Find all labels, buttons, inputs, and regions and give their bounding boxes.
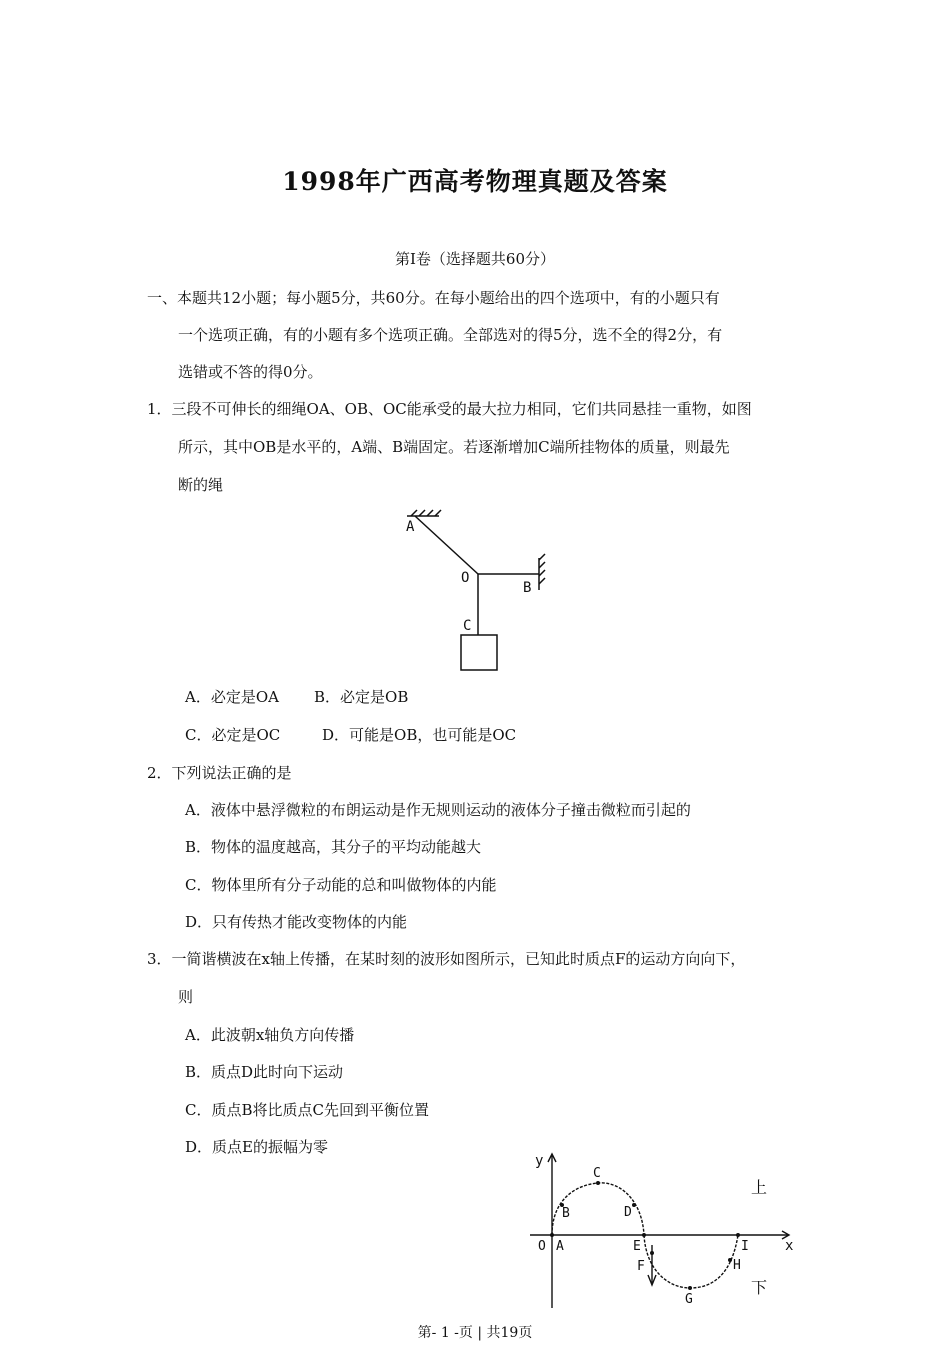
q2-option-b: B．物体的温度越高，其分子的平均动能越大 bbox=[185, 838, 482, 856]
point-e-label: E bbox=[633, 1239, 641, 1254]
q3-option-d: D．质点E的振幅为零 bbox=[185, 1138, 328, 1156]
point-a-label: A bbox=[556, 1239, 564, 1254]
label-o: O bbox=[461, 570, 470, 586]
label-c: C bbox=[463, 618, 472, 634]
q1-option-b: B．必定是OB bbox=[314, 688, 409, 706]
q1-stem-line-1: 1．三段不可伸长的细绳OA、OB、OC能承受的最大拉力相同，它们共同悬挂一重物，如图 bbox=[147, 400, 752, 418]
q2-stem: 2．下列说法正确的是 bbox=[147, 764, 292, 782]
origin-label: O bbox=[538, 1239, 546, 1254]
direction-down-label: 下 bbox=[751, 1278, 768, 1297]
q1-option-a: A．必定是OA bbox=[185, 688, 279, 706]
q1-stem-line-2: 所示，其中OB是水平的，A端、B端固定。若逐渐增加C端所挂物体的质量，则最先 bbox=[178, 438, 730, 456]
document-title: 1998年广西高考物理真题及答案 bbox=[282, 167, 668, 196]
q3-wave-diagram bbox=[520, 1145, 810, 1315]
q3-option-b: B．质点D此时向下运动 bbox=[185, 1063, 344, 1081]
direction-up-label: 上 bbox=[751, 1178, 768, 1197]
q1-option-c: C．必定是OC bbox=[185, 726, 281, 744]
label-a: A bbox=[406, 519, 415, 535]
point-g-label: G bbox=[685, 1292, 693, 1307]
q1-stem-line-3: 断的绳 bbox=[178, 476, 224, 494]
page-footer: 第- 1 -页 | 共19页 bbox=[417, 1325, 533, 1341]
q3-option-a: A．此波朝x轴负方向传播 bbox=[185, 1026, 355, 1044]
q2-option-a: A．液体中悬浮微粒的布朗运动是作无规则运动的液体分子撞击微粒而引起的 bbox=[185, 801, 691, 819]
wave-trough bbox=[644, 1235, 738, 1288]
point-i-label: I bbox=[741, 1239, 749, 1254]
point-d-label: D bbox=[624, 1205, 632, 1220]
instructions-line-2: 一个选项正确，有的小题有多个选项正确。全部选对的得5分，选不全的得2分，有 bbox=[178, 326, 723, 344]
q2-option-d: D．只有传热才能改变物体的内能 bbox=[185, 913, 408, 931]
q3-stem-line-1: 3．一简谐横波在x轴上传播，在某时刻的波形如图所示，已知此时质点F的运动方向向下， bbox=[147, 950, 746, 968]
instructions-line-3: 选错或不答的得0分。 bbox=[178, 363, 323, 381]
axis-y-label: y bbox=[535, 1153, 544, 1169]
q1-rope-diagram bbox=[395, 500, 565, 680]
q2-option-c: C．物体里所有分子动能的总和叫做物体的内能 bbox=[185, 876, 497, 894]
q1-option-d: D．可能是OB，也可能是OC bbox=[322, 726, 517, 744]
point-f-label: F bbox=[637, 1259, 645, 1274]
hanging-weight bbox=[461, 635, 497, 670]
label-b: B bbox=[523, 580, 532, 596]
instructions-line-1: 一、本题共12小题；每小题5分，共60分。在每小题给出的四个选项中，有的小题只有 bbox=[147, 289, 720, 307]
point-b-label: B bbox=[562, 1206, 570, 1221]
section-heading: 第Ⅰ卷（选择题共60分） bbox=[394, 250, 555, 268]
rope-oa bbox=[415, 516, 478, 574]
q3-stem-line-2: 则 bbox=[178, 988, 194, 1006]
point-c-label: C bbox=[593, 1166, 601, 1181]
axis-x-label: x bbox=[785, 1238, 794, 1254]
q3-option-c: C．质点B将比质点C先回到平衡位置 bbox=[185, 1101, 429, 1119]
point-h-label: H bbox=[733, 1258, 741, 1273]
